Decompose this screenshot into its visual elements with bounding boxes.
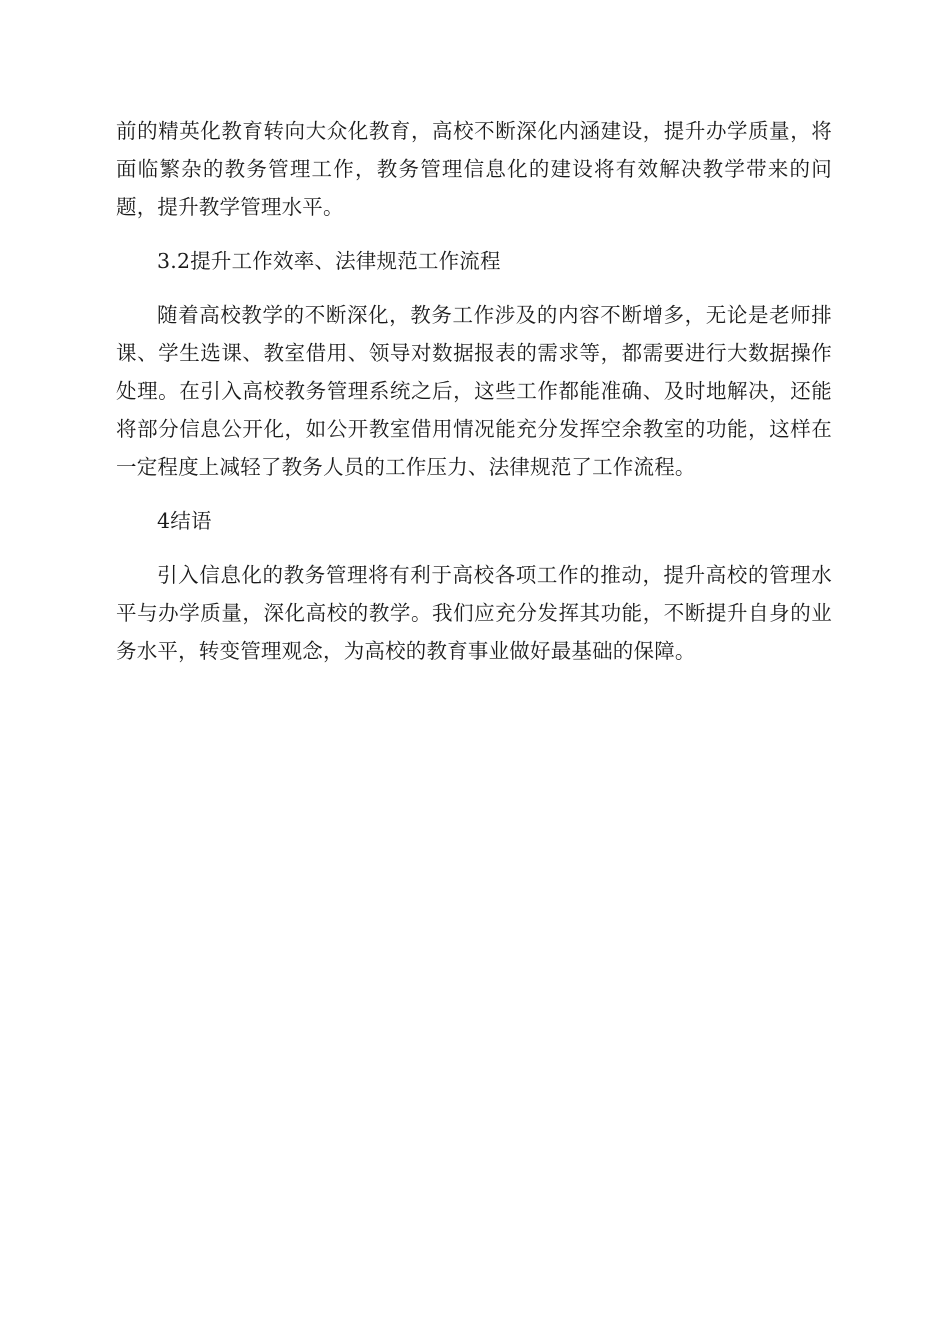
section-heading-3-2: 3.2提升工作效率、法律规范工作流程 xyxy=(157,249,501,273)
paragraph-efficiency: 随着高校教学的不断深化，教务工作涉及的内容不断增多，无论是老师排课、学生选课、教室借用、领导对数据报表的需求等，都需要进行大数据操作处理。在引入高校教务管理系统之后，这些工作都能准确、及时地解决，还能将部分信息公开化，如公开教室借用情况能充分发挥空余教室的功能，这样在一定程度上减轻了教务人员的工作压力、法律规范了工作流程。 xyxy=(116,303,832,479)
document-body xyxy=(116,112,832,686)
paragraph-conclusion: 引入信息化的教务管理将有利于高校各项工作的推动，提升高校的管理水平与办学质量，深化高校的教学。我们应充分发挥其功能，不断提升自身的业务水平，转变管理观念，为高校的教育事业做好最基础的保障。 xyxy=(116,563,832,663)
paragraph-continuation: 前的精英化教育转向大众化教育，高校不断深化内涵建设，提升办学质量，将面临繁杂的教务管理工作，教务管理信息化的建设将有效解决教学带来的问题，提升教学管理水平。 xyxy=(116,119,832,219)
section-heading-conclusion: 4结语 xyxy=(157,509,212,533)
